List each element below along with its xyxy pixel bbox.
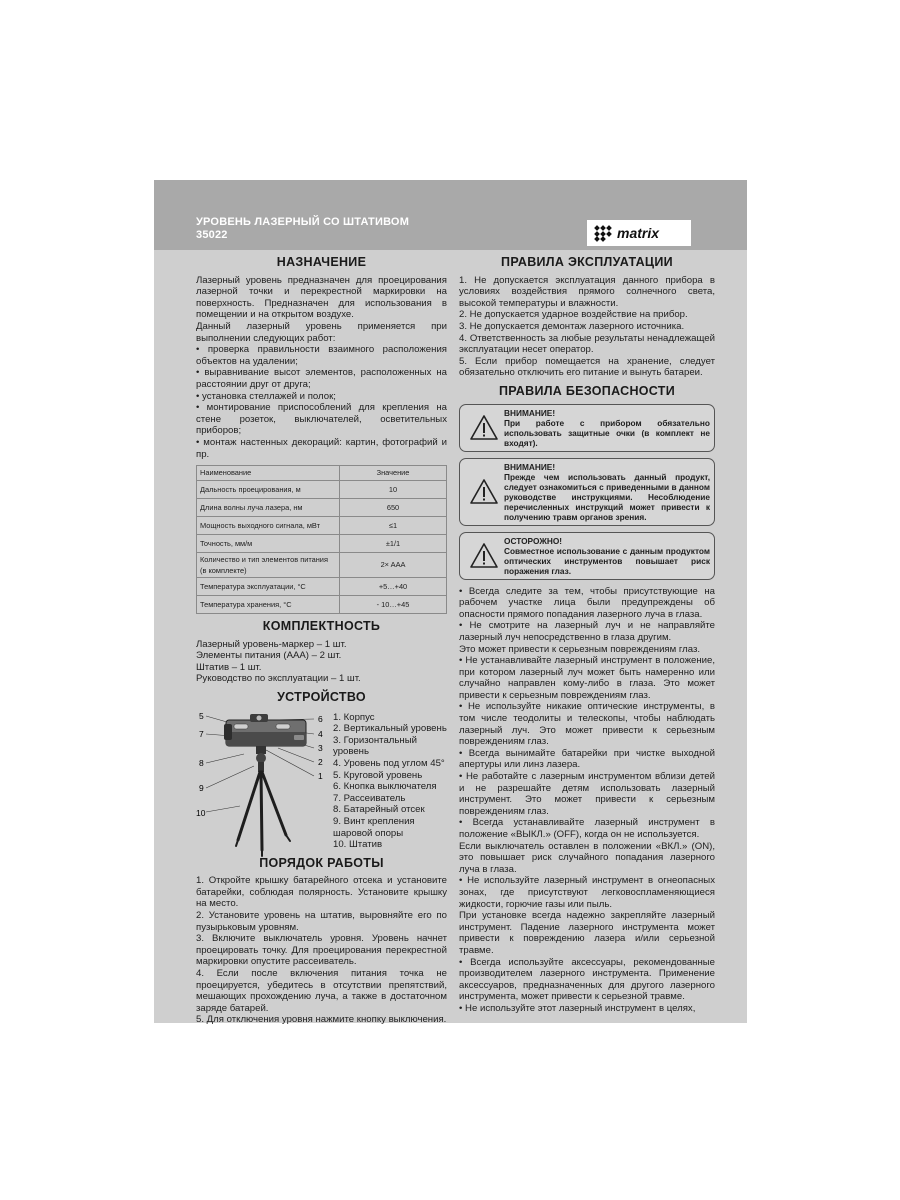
purpose-paragraph: Лазерный уровень предназначен для проецирования лазерной точки и перекрестной маркировки на поверхность. Предназначен для использования в помещении и на открытом воздухе. xyxy=(196,274,447,321)
purpose-paragraph: Данный лазерный уровень применяется при выполнении следующих работ: xyxy=(196,320,447,344)
table-row xyxy=(197,553,447,578)
safety-rule: Если выключатель оставлен в положении «ВКЛ.» (ON), это повышает риск случайного попадания лазерного луча в глаза. xyxy=(459,840,715,875)
procedure-step: 4. Если после включения питания точка не проецируется, убедитесь в отсутствии препятствий, мешающих прохождению луча, а также в достаточном заряде батарей. xyxy=(196,968,447,1014)
section-heading-device: УСТРОЙСТВО xyxy=(277,690,366,705)
safety-rule: При установке всегда надежно закрепляйте лазерный инструмент. Падение лазерного инструмента может привести к повреждению лазера и/или серьезной травме. xyxy=(459,910,715,956)
table-row xyxy=(197,499,447,517)
table-header-cell: Наименование xyxy=(197,466,340,481)
device-diagram xyxy=(196,710,447,858)
right-column xyxy=(459,250,715,1015)
part-item: 9. Винт крепления шаровой опоры xyxy=(333,816,415,839)
device-parts-list xyxy=(333,712,451,851)
model-number: 35022 xyxy=(196,229,228,241)
warning-title: ВНИМАНИЕ! xyxy=(504,407,556,418)
matrix-logo xyxy=(587,220,691,246)
spec-name: Количество и тип элементов питания (в комплекте) xyxy=(197,553,340,578)
warning-triangle-icon xyxy=(464,536,504,576)
part-item: 2. Вертикальный уровень xyxy=(333,723,447,735)
operation-rule: 4. Ответственность за любые результаты ненадлежащей эксплуатации несет оператор. xyxy=(459,332,715,356)
spec-name: Температура эксплуатации, °С xyxy=(197,578,340,596)
purpose-bullet: • проверка правильности взаимного расположения объектов на удалении; xyxy=(196,344,447,367)
spec-value: - 10…+45 xyxy=(340,596,447,614)
warning-text: Совместное использование с данным продуктом оптических инструментов повышает риск поражения глаз. xyxy=(504,545,710,576)
left-column xyxy=(196,250,447,1026)
document-title xyxy=(196,216,409,242)
section-heading-contents: КОМПЛЕКТНОСТЬ xyxy=(262,619,381,634)
callout-label: 5 xyxy=(199,710,204,721)
table-header-cell: Значение xyxy=(340,466,447,481)
contents-item: Руководство по эксплуатации – 1 шт. xyxy=(196,673,361,685)
safety-rule: • Всегда следите за тем, чтобы присутствующие на рабочем участке лица были предупреждены об опасности прямого попадания лазерного луча в глаза. xyxy=(459,585,715,620)
operation-rule: 2. Не допускается ударное воздействие на прибор. xyxy=(459,309,688,321)
operation-rule: 3. Не допускается демонтаж лазерного источника. xyxy=(459,320,685,332)
operation-rule: 5. Если прибор помещается на хранение, следует обязательно отключить его питание и вынуть батареи. xyxy=(459,355,715,379)
part-item: 10. Штатив xyxy=(333,839,383,851)
warning-title: ВНИМАНИЕ! xyxy=(504,461,556,472)
part-item: 6. Кнопка выключателя xyxy=(333,781,437,793)
safety-rule: • Не устанавливайте лазерный инструмент в положение, при котором лазерный луч может быть намеренно или случайно направлен кому-либо в глаза. Это может привести к серьезным повреждениям глаз. xyxy=(459,655,715,701)
table-row xyxy=(197,481,447,499)
purpose-bullet: • выравнивание высот элементов, расположенных на расстоянии друг от друга; xyxy=(196,367,447,390)
procedure-step: 3. Включите выключатель уровня. Уровень начнет проецировать точку. Для проецирования перекрестной маркировки опустите рассеиватель. xyxy=(196,933,447,968)
callout-label: 8 xyxy=(199,757,204,768)
spec-name: Длина волны луча лазера, нм xyxy=(197,499,340,517)
spec-value: +5…+40 xyxy=(340,578,447,596)
section-heading-safety-rules: ПРАВИЛА БЕЗОПАСНОСТИ xyxy=(498,383,676,398)
contents-item: Штатив – 1 шт. xyxy=(196,661,262,673)
table-row xyxy=(197,578,447,596)
part-item: 7. Рассеиватель xyxy=(333,792,406,804)
warning-text: При работе с прибором обязательно использовать защитные очки (в комплект не входят). xyxy=(504,417,710,448)
procedure-step: 1. Откройте крышку батарейного отсека и установите батарейки, соблюдая полярность. Установите крышку на место. xyxy=(196,875,447,910)
contents-item: Элементы питания (AAA) – 2 шт. xyxy=(196,650,342,662)
safety-rule: • Не смотрите на лазерный луч и не направляйте лазерный луч непосредственно в глаза другим. xyxy=(459,620,715,643)
title-line-1: УРОВЕНЬ ЛАЗЕРНЫЙ СО ШТАТИВОМ xyxy=(196,216,410,228)
purpose-bullet: • монтаж настенных декораций: картин, фотографий и пр. xyxy=(196,436,447,460)
part-item: 8. Батарейный отсек xyxy=(333,804,425,816)
section-heading-procedure: ПОРЯДОК РАБОТЫ xyxy=(259,855,384,870)
callout-label: 6 xyxy=(318,713,323,724)
table-header-row xyxy=(197,466,447,481)
safety-rule: Это может привести к серьезным повреждениям глаз. xyxy=(459,643,701,655)
procedure-step: 2. Установите уровень на штатив, выровняйте его по пузырьковым уровням. xyxy=(196,910,447,933)
spec-value: 650 xyxy=(340,499,447,517)
logo-text: matrix xyxy=(617,225,660,241)
safety-rule: • Не используйте лазерный инструмент в огнеопасных зонах, где присутствуют легковоспламеняющиеся жидкости, горючие газы или пыль. xyxy=(459,875,715,910)
spec-name: Мощность выходного сигнала, мВт xyxy=(197,517,340,535)
section-heading-purpose: НАЗНАЧЕНИЕ xyxy=(276,255,367,269)
spec-value: 10 xyxy=(340,481,447,499)
warning-box xyxy=(459,458,715,526)
part-item: 1. Корпус xyxy=(333,711,375,723)
warning-text: Прежде чем использовать данный продукт, следует ознакомиться с приведенными в данном руководстве инструкциями. Несоблюдение перечисленных инструкций может привести к получению травм органов зрения. xyxy=(504,471,710,522)
contents-item: Лазерный уровень-маркер – 1 шт. xyxy=(196,638,347,650)
table-row xyxy=(197,596,447,614)
safety-rule: • Не используйте этот лазерный инструмент в целях, xyxy=(459,1002,696,1014)
part-item: 4. Уровень под углом 45° xyxy=(333,758,445,770)
caution-box xyxy=(459,532,715,580)
safety-rule: • Всегда используйте аксессуары, рекомендованные производителем лазерного инструмента. Применение аксессуаров, предназначенных для другого лазерного инструмента, может привести к серьезной травме. xyxy=(459,956,715,1003)
safety-rule: • Не используйте никакие оптические инструменты, в том числе теодолиты и телескопы, чтобы наблюдать лазерный луч. Это может привести к серьезным повреждениям глаз. xyxy=(459,701,715,748)
callout-label: 7 xyxy=(199,728,204,739)
callout-label: 9 xyxy=(199,782,204,793)
logo-mark-icon xyxy=(593,224,613,242)
table-row xyxy=(197,535,447,553)
callout-label: 2 xyxy=(318,756,323,767)
callout-label: 1 xyxy=(318,770,323,781)
purpose-bullet: • установка стеллажей и полок; xyxy=(196,390,336,402)
manual-page xyxy=(154,180,747,1026)
safety-rule: • Всегда вынимайте батарейки при чистке выходной апертуры или линз лазера. xyxy=(459,747,715,771)
spec-value: ≤1 xyxy=(340,517,447,535)
purpose-bullet: • монтирование приспособлений для крепления на стене розеток, выключателей, осветительных приборов; xyxy=(196,402,447,437)
safety-rule: • Не работайте с лазерным инструментом вблизи детей и не разрешайте детям использовать лазерный инструмент. Это может привести к серьезным повреждениям глаз. xyxy=(459,771,715,817)
warning-triangle-icon xyxy=(464,408,504,448)
section-heading-operation-rules: ПРАВИЛА ЭКСПЛУАТАЦИИ xyxy=(501,255,673,269)
spec-name: Температура хранения, °С xyxy=(197,596,340,614)
procedure-step: 5. Для отключения уровня нажмите кнопку выключения. xyxy=(196,1014,447,1026)
spec-value: 2× AAA xyxy=(340,553,447,578)
warning-title: ОСТОРОЖНО! xyxy=(504,535,563,546)
spec-value: ±1/1 xyxy=(340,535,447,553)
spec-name: Точность, мм/м xyxy=(197,535,340,553)
laser-level-illustration xyxy=(196,710,331,858)
specifications-table xyxy=(196,465,447,614)
callout-label: 4 xyxy=(318,728,323,739)
operation-rule: 1. Не допускается эксплуатация данного прибора в условиях воздействия прямого солнечного света, высокой температуры и влажности. xyxy=(459,274,715,309)
safety-rule: • Всегда устанавливайте лазерный инструмент в положение «ВЫКЛ.» (OFF), когда он не используется. xyxy=(459,817,715,840)
warning-box xyxy=(459,404,715,452)
callout-label: 10 xyxy=(196,807,206,818)
page-header xyxy=(154,180,747,250)
warning-triangle-icon xyxy=(464,462,504,522)
part-item: 3. Горизонтальный уровень xyxy=(333,734,417,758)
spec-name: Дальность проецирования, м xyxy=(197,481,340,499)
callout-label: 3 xyxy=(318,742,323,753)
table-row xyxy=(197,517,447,535)
part-item: 5. Круговой уровень xyxy=(333,769,423,781)
